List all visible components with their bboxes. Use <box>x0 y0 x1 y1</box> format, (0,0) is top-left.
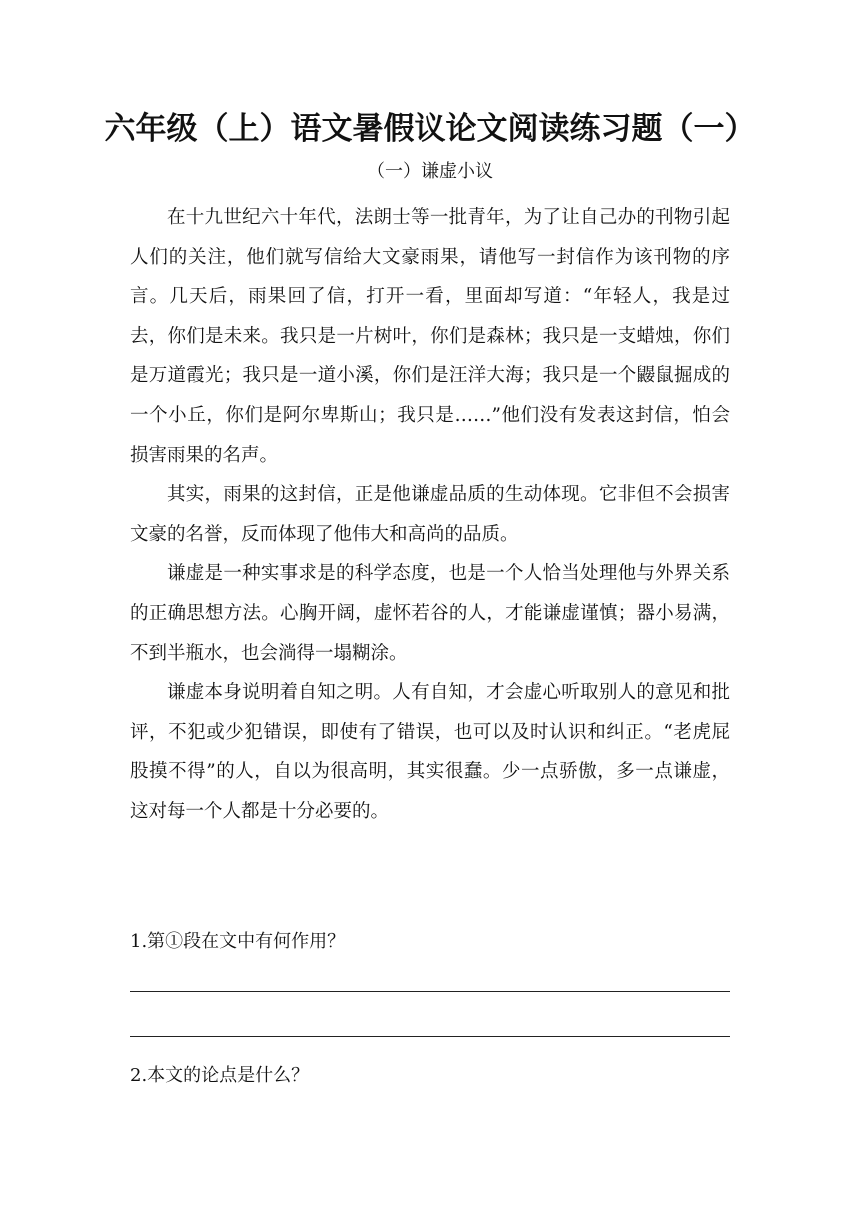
paragraph-4: 谦虚本身说明着自知之明。人有自知，才会虚心听取别人的意见和批评，不犯或少犯错误，即使有了错误，也可以及时认识和纠正。“老虎屁股摸不得”的人，自以为很高明，其实很蠢。少一点骄傲，多一点谦虚，这对每一个人都是十分必要的。 <box>130 682 730 822</box>
answer-line-2[interactable] <box>130 1036 730 1037</box>
passage-body <box>130 198 730 832</box>
paragraph-1: 在十九世纪六十年代，法朗士等一批青年，为了让自己办的刊物引起人们的关注，他们就写信给大文豪雨果，请他写一封信作为该刊物的序言。几天后，雨果回了信，打开一看，里面却写道：“年轻人，我是过去，你们是未来。我只是一片树叶，你们是森林；我只是一支蜡烛，你们是万道霞光；我只是一道小溪，你们是汪洋大海；我只是一个鼹鼠掘成的一个小丘，你们是阿尔卑斯山；我只是……”他们没有发表这封信，怕会损害雨果的名声。 <box>130 207 730 466</box>
passage-subtitle: （一）谦虚小议 <box>367 161 493 182</box>
question-2: 2.本文的论点是什么？ <box>130 1065 310 1086</box>
answer-line-1[interactable] <box>130 991 730 992</box>
paragraph-2: 其实，雨果的这封信，正是他谦虚品质的生动体现。它非但不会损害文豪的名誉，反而体现了他伟大和高尚的品质。 <box>130 484 730 545</box>
document-title: 六年级（上）语文暑假议论文阅读练习题（一） <box>104 111 756 147</box>
question-1: 1.第①段在文中有何作用？ <box>130 931 346 952</box>
paragraph-3: 谦虚是一种实事求是的科学态度，也是一个人恰当处理他与外界关系的正确思想方法。心胸开阔，虚怀若谷的人，才能谦虚谨慎；器小易满，不到半瓶水，也会淌得一塌糊涂。 <box>130 563 730 664</box>
